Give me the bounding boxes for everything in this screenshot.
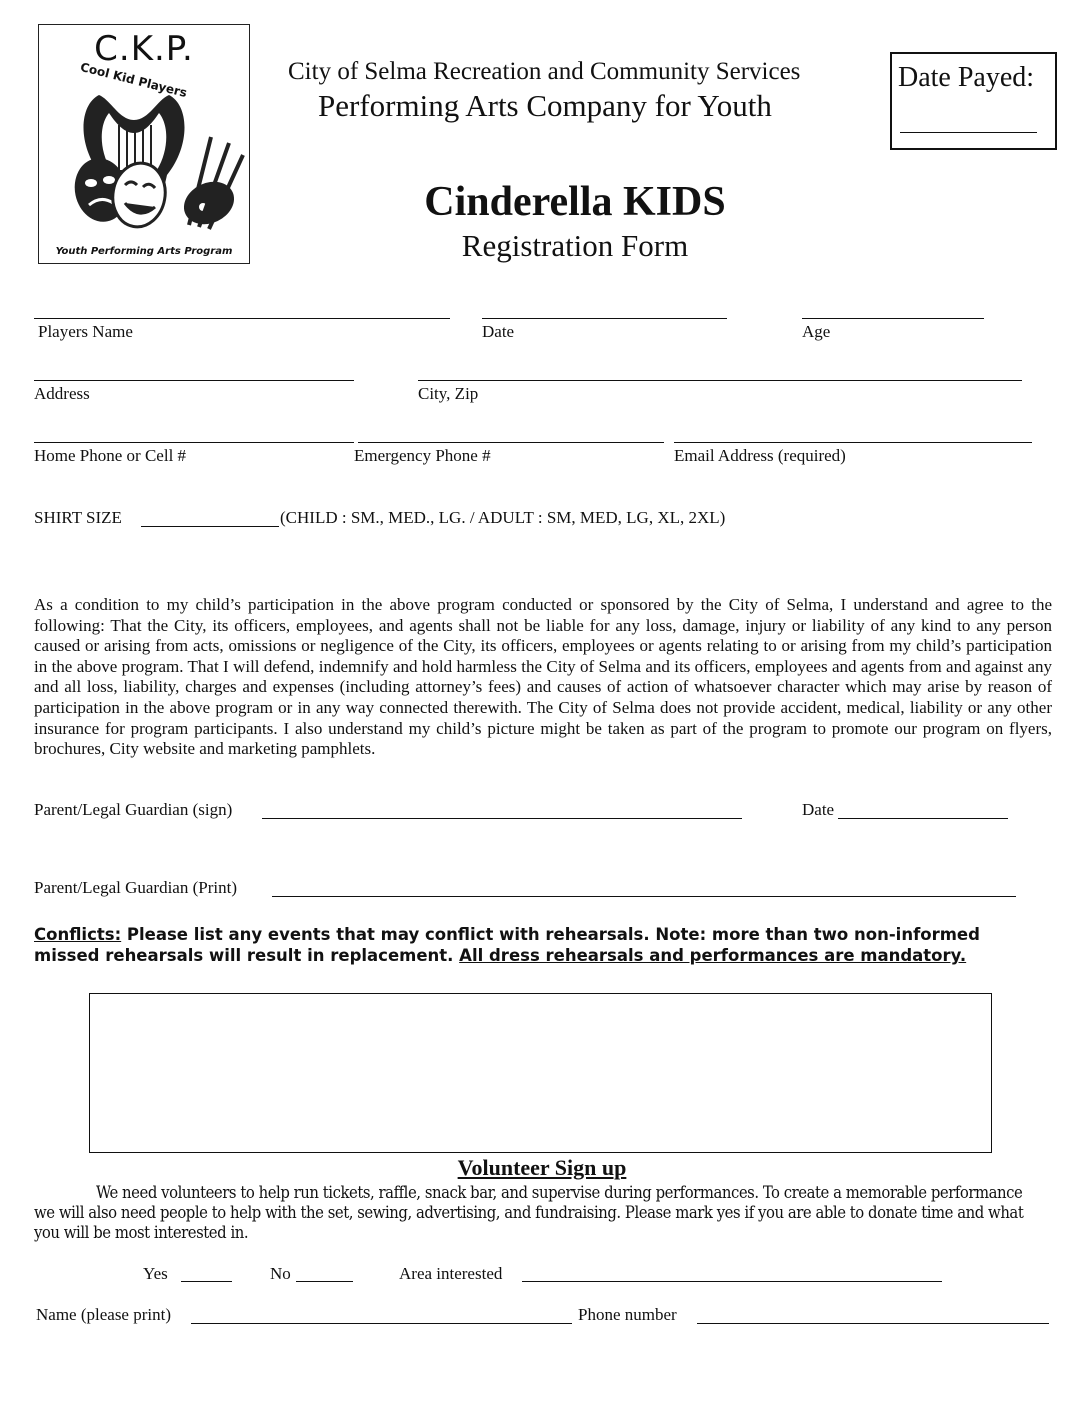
signature-date-label: Date (802, 800, 835, 819)
home-phone-label: Home Phone or Cell # (34, 446, 187, 465)
volunteer-yes-line[interactable] (181, 1281, 232, 1282)
volunteer-name-line[interactable] (191, 1323, 572, 1324)
address-line[interactable] (34, 380, 354, 381)
conflicts-box[interactable] (89, 993, 992, 1153)
area-interested-label: Area interested (399, 1264, 503, 1283)
date-line[interactable] (482, 318, 727, 319)
volunteer-phone-line[interactable] (697, 1323, 1049, 1324)
area-interested-line[interactable] (522, 1281, 942, 1282)
emergency-phone-label: Emergency Phone # (354, 446, 491, 465)
email-line[interactable] (674, 442, 1032, 443)
date-payed-line[interactable] (900, 132, 1037, 133)
logo-arc-text: Cool Kid Players (78, 59, 189, 101)
age-label: Age (802, 322, 831, 341)
logo-ckp-text: C.K.P. (94, 29, 194, 69)
volunteer-yes-label: Yes (143, 1264, 168, 1283)
city-zip-label: City, Zip (418, 384, 479, 403)
city-zip-line[interactable] (418, 380, 1022, 381)
signature-date-line[interactable] (838, 818, 1008, 819)
waiver-text: As a condition to my child’s participation in the above program conducted or sponsored by the City of Selma, I understand and agree to the following: That the City, its officers, employees, and agents shall not be liable for any loss, damage, injury or liability of any kind to any person caused or arising from acts, omissions or negligence of the City, its officers, employees or agents relating to or arising from my child’s participation in the above program. That I will defend, indemnify and hold harmless the City of Selma and its officers, employees and agents from and against any and all loss, liability, charges and expenses (including attorney’s fees) and causes of action of whatsoever character which may arise by reason of participation in the above program or in any way connected therewith. The City of Selma does not provide accident, medical, liability or any other insurance for program participants. I also understand my child’s picture might be taken as part of the program to promote our program on flyers, brochures, City website and marketing pamphlets. (34, 595, 1052, 759)
volunteer-no-label: No (270, 1264, 291, 1283)
shirt-size-label: SHIRT SIZE (34, 508, 122, 527)
emergency-phone-line[interactable] (358, 442, 664, 443)
email-label: Email Address (required) (674, 446, 846, 465)
volunteer-no-line[interactable] (296, 1281, 353, 1282)
address-label: Address (34, 384, 90, 403)
volunteer-phone-label: Phone number (578, 1305, 677, 1324)
page-subtitle: Registration Form (461, 228, 689, 263)
guardian-sign-label: Parent/Legal Guardian (sign) (34, 800, 233, 819)
header-line-1: City of Selma Recreation and Community Services (288, 58, 801, 85)
volunteer-name-label: Name (please print) (36, 1305, 171, 1324)
players-name-line[interactable] (34, 318, 450, 319)
date-payed-box[interactable] (890, 52, 1057, 150)
guardian-print-line[interactable] (272, 896, 1016, 897)
guardian-print-label: Parent/Legal Guardian (Print) (34, 878, 237, 897)
logo-bottom-text: Youth Performing Arts Program (55, 246, 233, 257)
date-label: Date (482, 322, 515, 341)
header-line-2: Performing Arts Company for Youth (318, 88, 772, 123)
volunteer-text: We need volunteers to help run tickets, raffle, snack bar, and supervise during performances. To create a memorable performance we will also need people to help with the set, sewing, advertising, and fundraising. Please mark yes if you are able to donate time and what you will be most interested in. (34, 1183, 1024, 1242)
guardian-sign-line[interactable] (262, 818, 742, 819)
page-title: Cinderella KIDS (424, 179, 726, 225)
conflicts-mandatory: All dress rehearsals and performances are mandatory. (459, 946, 967, 965)
conflicts-heading: Conflicts: (34, 925, 122, 944)
date-payed-label: Date Payed: (898, 62, 1035, 93)
home-phone-line[interactable] (34, 442, 354, 443)
conflicts-text: Please list any events that may conflict with rehearsals. Note: more than two non-informed missed rehearsals will result in replacement. (34, 925, 980, 965)
players-name-label: Players Name (38, 322, 133, 341)
shirt-size-line[interactable] (141, 526, 279, 527)
conflicts-paragraph (34, 924, 1034, 966)
age-line[interactable] (802, 318, 984, 319)
volunteer-title: Volunteer Sign up (457, 1155, 627, 1180)
shirt-size-options: (CHILD : SM., MED., LG. / ADULT : SM, MED, LG, XL, 2XL) (280, 508, 726, 527)
